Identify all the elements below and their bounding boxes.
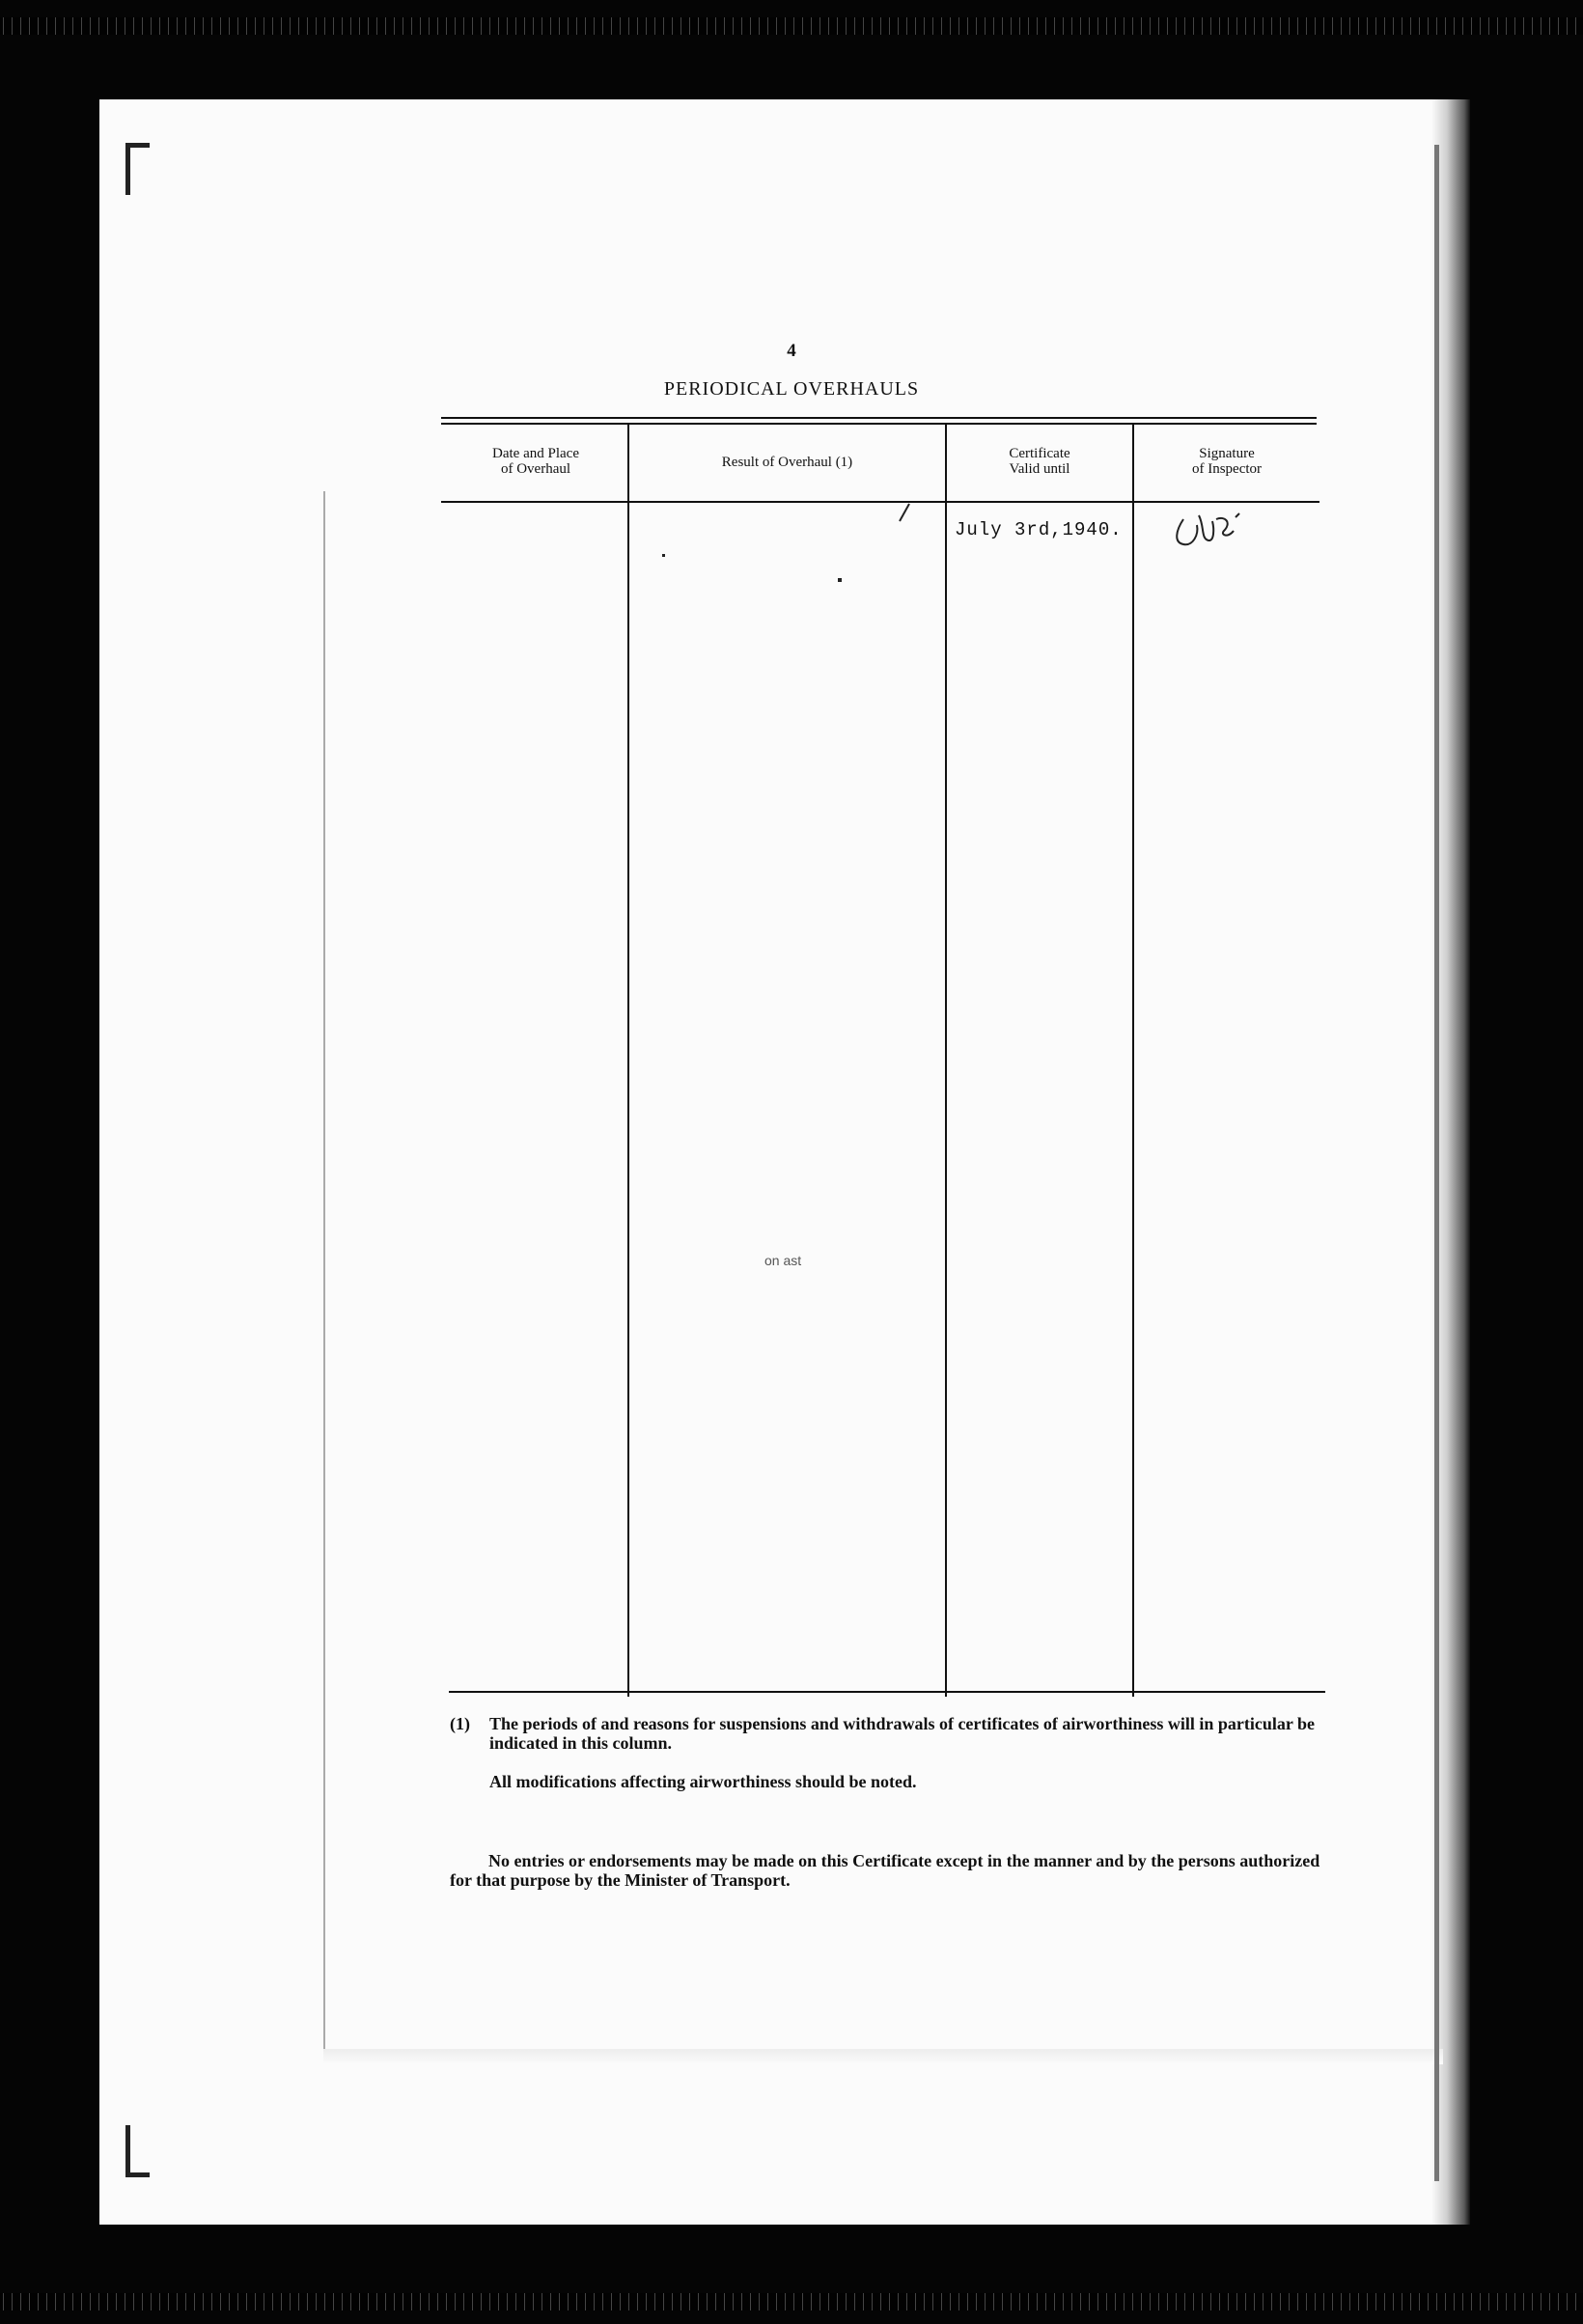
crop-mark-right bbox=[1434, 145, 1439, 2181]
column-header-line: of Inspector bbox=[1191, 461, 1263, 477]
certificate-valid-until: July 3rd,1940. bbox=[955, 519, 1123, 540]
film-edge-top bbox=[0, 17, 1583, 35]
film-edge-bottom bbox=[0, 2293, 1583, 2310]
column-header-line: Date and Place bbox=[492, 446, 579, 461]
page-title: PERIODICAL OVERHAULS bbox=[663, 378, 920, 400]
column-header-line: of Overhaul bbox=[500, 461, 571, 477]
column-header-valid-until bbox=[947, 446, 1132, 477]
column-divider-3 bbox=[1132, 425, 1134, 1697]
crop-mark-top-left bbox=[125, 143, 130, 195]
table-bottom-rule bbox=[449, 1691, 1325, 1693]
crop-mark-top-left-bar bbox=[125, 143, 150, 148]
column-divider-1 bbox=[627, 425, 629, 1697]
column-header-result bbox=[629, 455, 945, 470]
column-header-line: Signature bbox=[1199, 446, 1255, 461]
handwritten-signature-icon bbox=[1170, 510, 1247, 552]
header-bottom-rule bbox=[441, 501, 1319, 503]
column-divider-2 bbox=[945, 425, 947, 1697]
column-header-signature bbox=[1134, 446, 1319, 477]
footnote-modifications: All modifications affecting airworthiness should be noted. bbox=[489, 1772, 917, 1791]
faint-text: on ast bbox=[764, 1253, 802, 1268]
column-header-line: Result of Overhaul (1) bbox=[721, 455, 853, 470]
footnote-suspensions: The periods of and reasons for suspensions and withdrawals of certificates of airworthiness will in particular be indicated in this column. bbox=[489, 1714, 1316, 1753]
crop-mark-bottom-left-bar bbox=[125, 2172, 150, 2177]
column-header-line: Certificate bbox=[1009, 446, 1070, 461]
column-header-line: Valid until bbox=[1009, 461, 1070, 477]
speck bbox=[838, 578, 842, 582]
footnote-marker: (1) bbox=[450, 1714, 470, 1733]
page-number: 4 bbox=[787, 341, 796, 361]
speck bbox=[662, 554, 665, 557]
page-bottom-shadow bbox=[323, 2049, 1443, 2064]
table-top-rule-2 bbox=[441, 423, 1317, 425]
crop-mark-bottom-left bbox=[125, 2125, 130, 2177]
footnote-endorsements: No entries or endorsements may be made on this Certificate except in the manner and by the persons authorized for that purpose by the Minister of Transport. bbox=[450, 1851, 1320, 1890]
column-header-date-place bbox=[444, 446, 627, 477]
table-top-rule bbox=[441, 417, 1317, 419]
tick-mark-icon bbox=[896, 502, 913, 523]
